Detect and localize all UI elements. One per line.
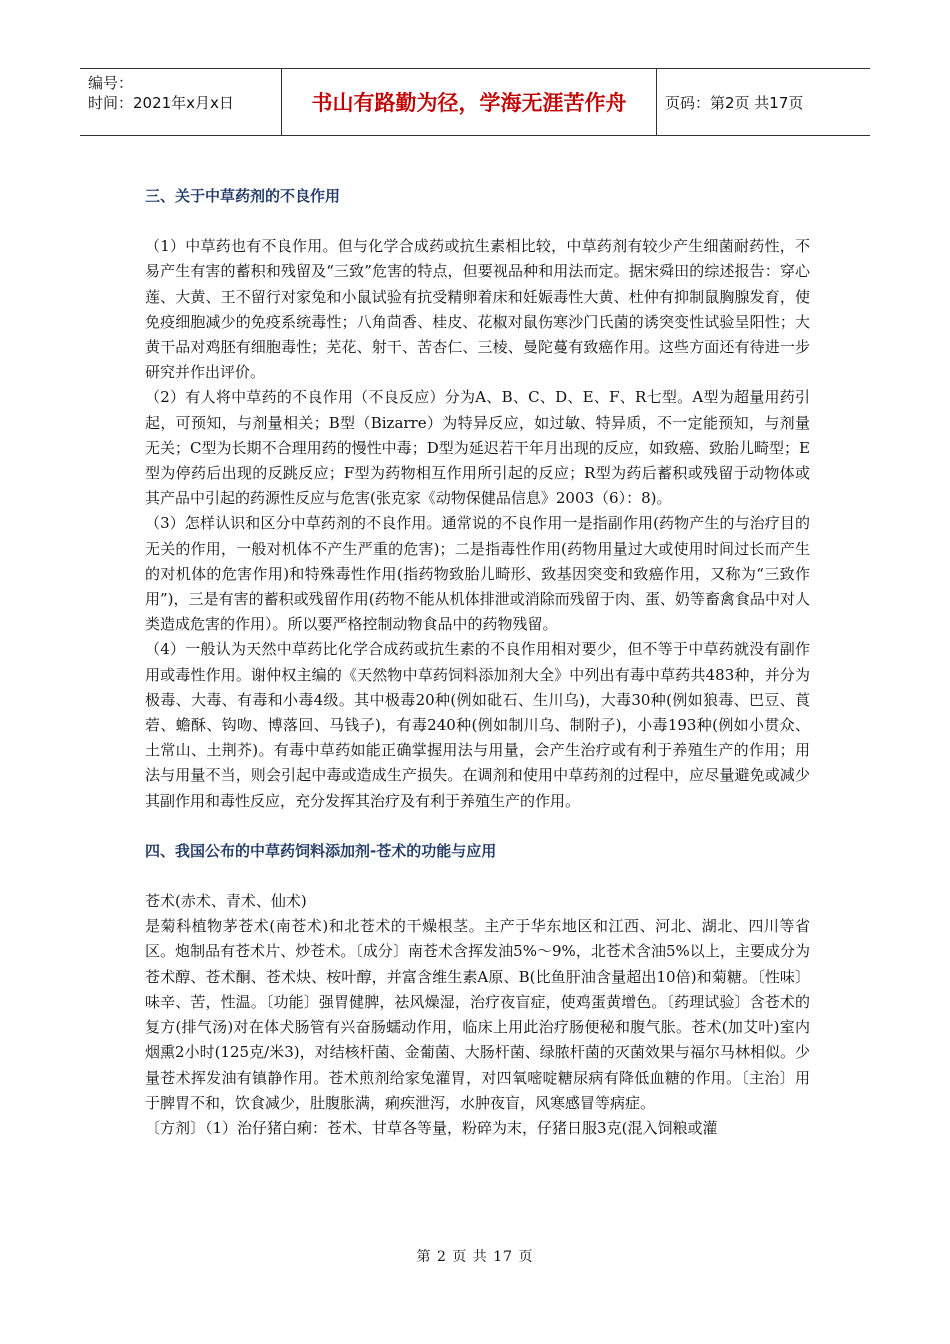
document-body [145,184,810,1141]
spacer [145,814,810,839]
paragraph: 〔方剂〕（1）治仔猪白痢：苍术、甘草各等量，粉碎为末，仔猪日服3克(混入饲粮或灌 [145,1118,718,1137]
section-heading-3: 三、关于中草药剂的不良作用 [145,187,341,205]
page-footer: 第 2 页 共 17 页 [416,1249,534,1265]
paragraph: （3）怎样认识和区分中草药剂的不良作用。通常说的不良作用一是指副作用(药物产生的与治疗目的无关的作用，一般对机体不产生严重的危害)；二是指毒性作用(药物用量过大或使用时间过长而产生的对机体的危害作用)和特殊毒性作用(指药物致胎儿畸形、致基因突变和致癌作用，又称为“三致作用”)，三是有害的蓄积或残留作用(药物不能从机体排泄或消除而残留于肉、蛋、奶等畜禽食品中对人类造成危害的作用）。所以要严格控制动物食品中的药物残留。 [145,514,810,634]
header-motto: 书山有路勤为径，学海无涯苦作舟 [282,69,657,135]
spacer [145,209,810,234]
header-meta [80,69,282,135]
page-header [80,68,870,136]
document-date-label: 时间：2021年x月x日 [88,94,234,112]
header-page-info: 页码：第2页 共17页 [665,93,804,112]
spacer [145,864,810,889]
paragraph: 是菊科植物茅苍术(南苍术)和北苍术的干燥根茎。主产于华东地区和江西、河北、湖北、四川等省区。炮制品有苍术片、炒苍术。〔成分〕南苍术含挥发油5%～9%，北苍术含油5%以上，主要成分为苍术醇、苍术酮、苍术炔、桉叶醇，并富含维生素A原、B(比鱼肝油含量超出10倍)和菊糖。〔性味〕味辛、苦，性温。〔功能〕强胃健脾，祛风燥湿，治疗夜盲症，使鸡蛋黄增色。〔药理试验〕含苍术的复方(排气汤)对在体犬肠管有兴奋肠蠕动作用，临床上用此治疗肠便秘和腹气胀。苍术(加艾叶)室内烟熏2小时(125克/米3)，对结核杆菌、金葡菌、大肠杆菌、绿脓杆菌的灭菌效果与福尔马林相似。少量苍术挥发油有镇静作用。苍术煎剂给家兔灌胃，对四氧嘧啶糖尿病有降低血糖的作用。〔主治〕用于脾胃不和，饮食减少，肚腹胀满，痢疾泄泻，水肿夜盲，风寒感冒等病症。 [145,917,810,1112]
paragraph: （2）有人将中草药的不良作用（不良反应）分为A、B、C、D、E、F、R七型。A型为超量用药引起，可预知，与剂量相关；B型（Bizarre）为特异反应，如过敏、特异质，不一定能预知，与剂量无关；C型为长期不合理用药的慢性中毒；D型为延迟若干年月出现的反应，如致癌、致胎儿畸型；E型为停药后出现的反跳反应；F型为药物相互作用所引起的反应；R型为药后蓄积或残留于动物体或其产品中引起的药源性反应与危害(张克家《动物保健品信息》2003（6）：8)。 [145,388,810,508]
paragraph: （4）一般认为天然中草药比化学合成药或抗生素的不良作用相对要少，但不等于中草药就没有副作用或毒性作用。谢仲权主编的《天然物中草药饲料添加剂大全》中列出有毒中草药共483种，并分为极毒、大毒、有毒和小毒4级。其中极毒20种(例如砒石、生川乌)，大毒30种(例如狼毒、巴豆、莨菪、蟾酥、钩吻、博落回、马钱子)，有毒240种(例如制川乌、制附子)，小毒193种(例如小贯众、土常山、土荆芥)。有毒中草药如能正确掌握用法与用量，会产生治疗或有利于养殖生产的作用；用法与用量不当，则会引起中毒或造成生产损失。在调剂和使用中草药剂的过程中，应尽量避免或减少其副作用和毒性反应，充分发挥其治疗及有利于养殖生产的作用。 [145,640,810,810]
section-heading-4: 四、我国公布的中草药饲料添加剂-苍术的功能与应用 [145,841,497,860]
document-number-label: 编号： [88,74,134,92]
paragraph: 苍术(赤术、青术、仙术) [145,892,307,911]
paragraph: （1）中草药也有不良作用。但与化学合成药或抗生素相比较，中草药剂有较少产生细菌耐药性，不易产生有害的蓄积和残留及“三致”危害的特点，但要视品种和用法而定。据宋舜田的综述报告：穿心莲、大黄、王不留行对家兔和小鼠试验有抗受精卵着床和妊娠毒性大黄、杜仲有抑制鼠胸腺发育，使免疫细胞减少的免疫系统毒性；八角茴香、桂皮、花椒对鼠伤寒沙门氏菌的诱突变性试验呈阳性；大黄干品对鸡胚有细胞毒性；芜花、射干、苦杏仁、三棱、曼陀蔓有致癌作用。这些方面还有待进一步研究并作出评价。 [145,237,810,382]
